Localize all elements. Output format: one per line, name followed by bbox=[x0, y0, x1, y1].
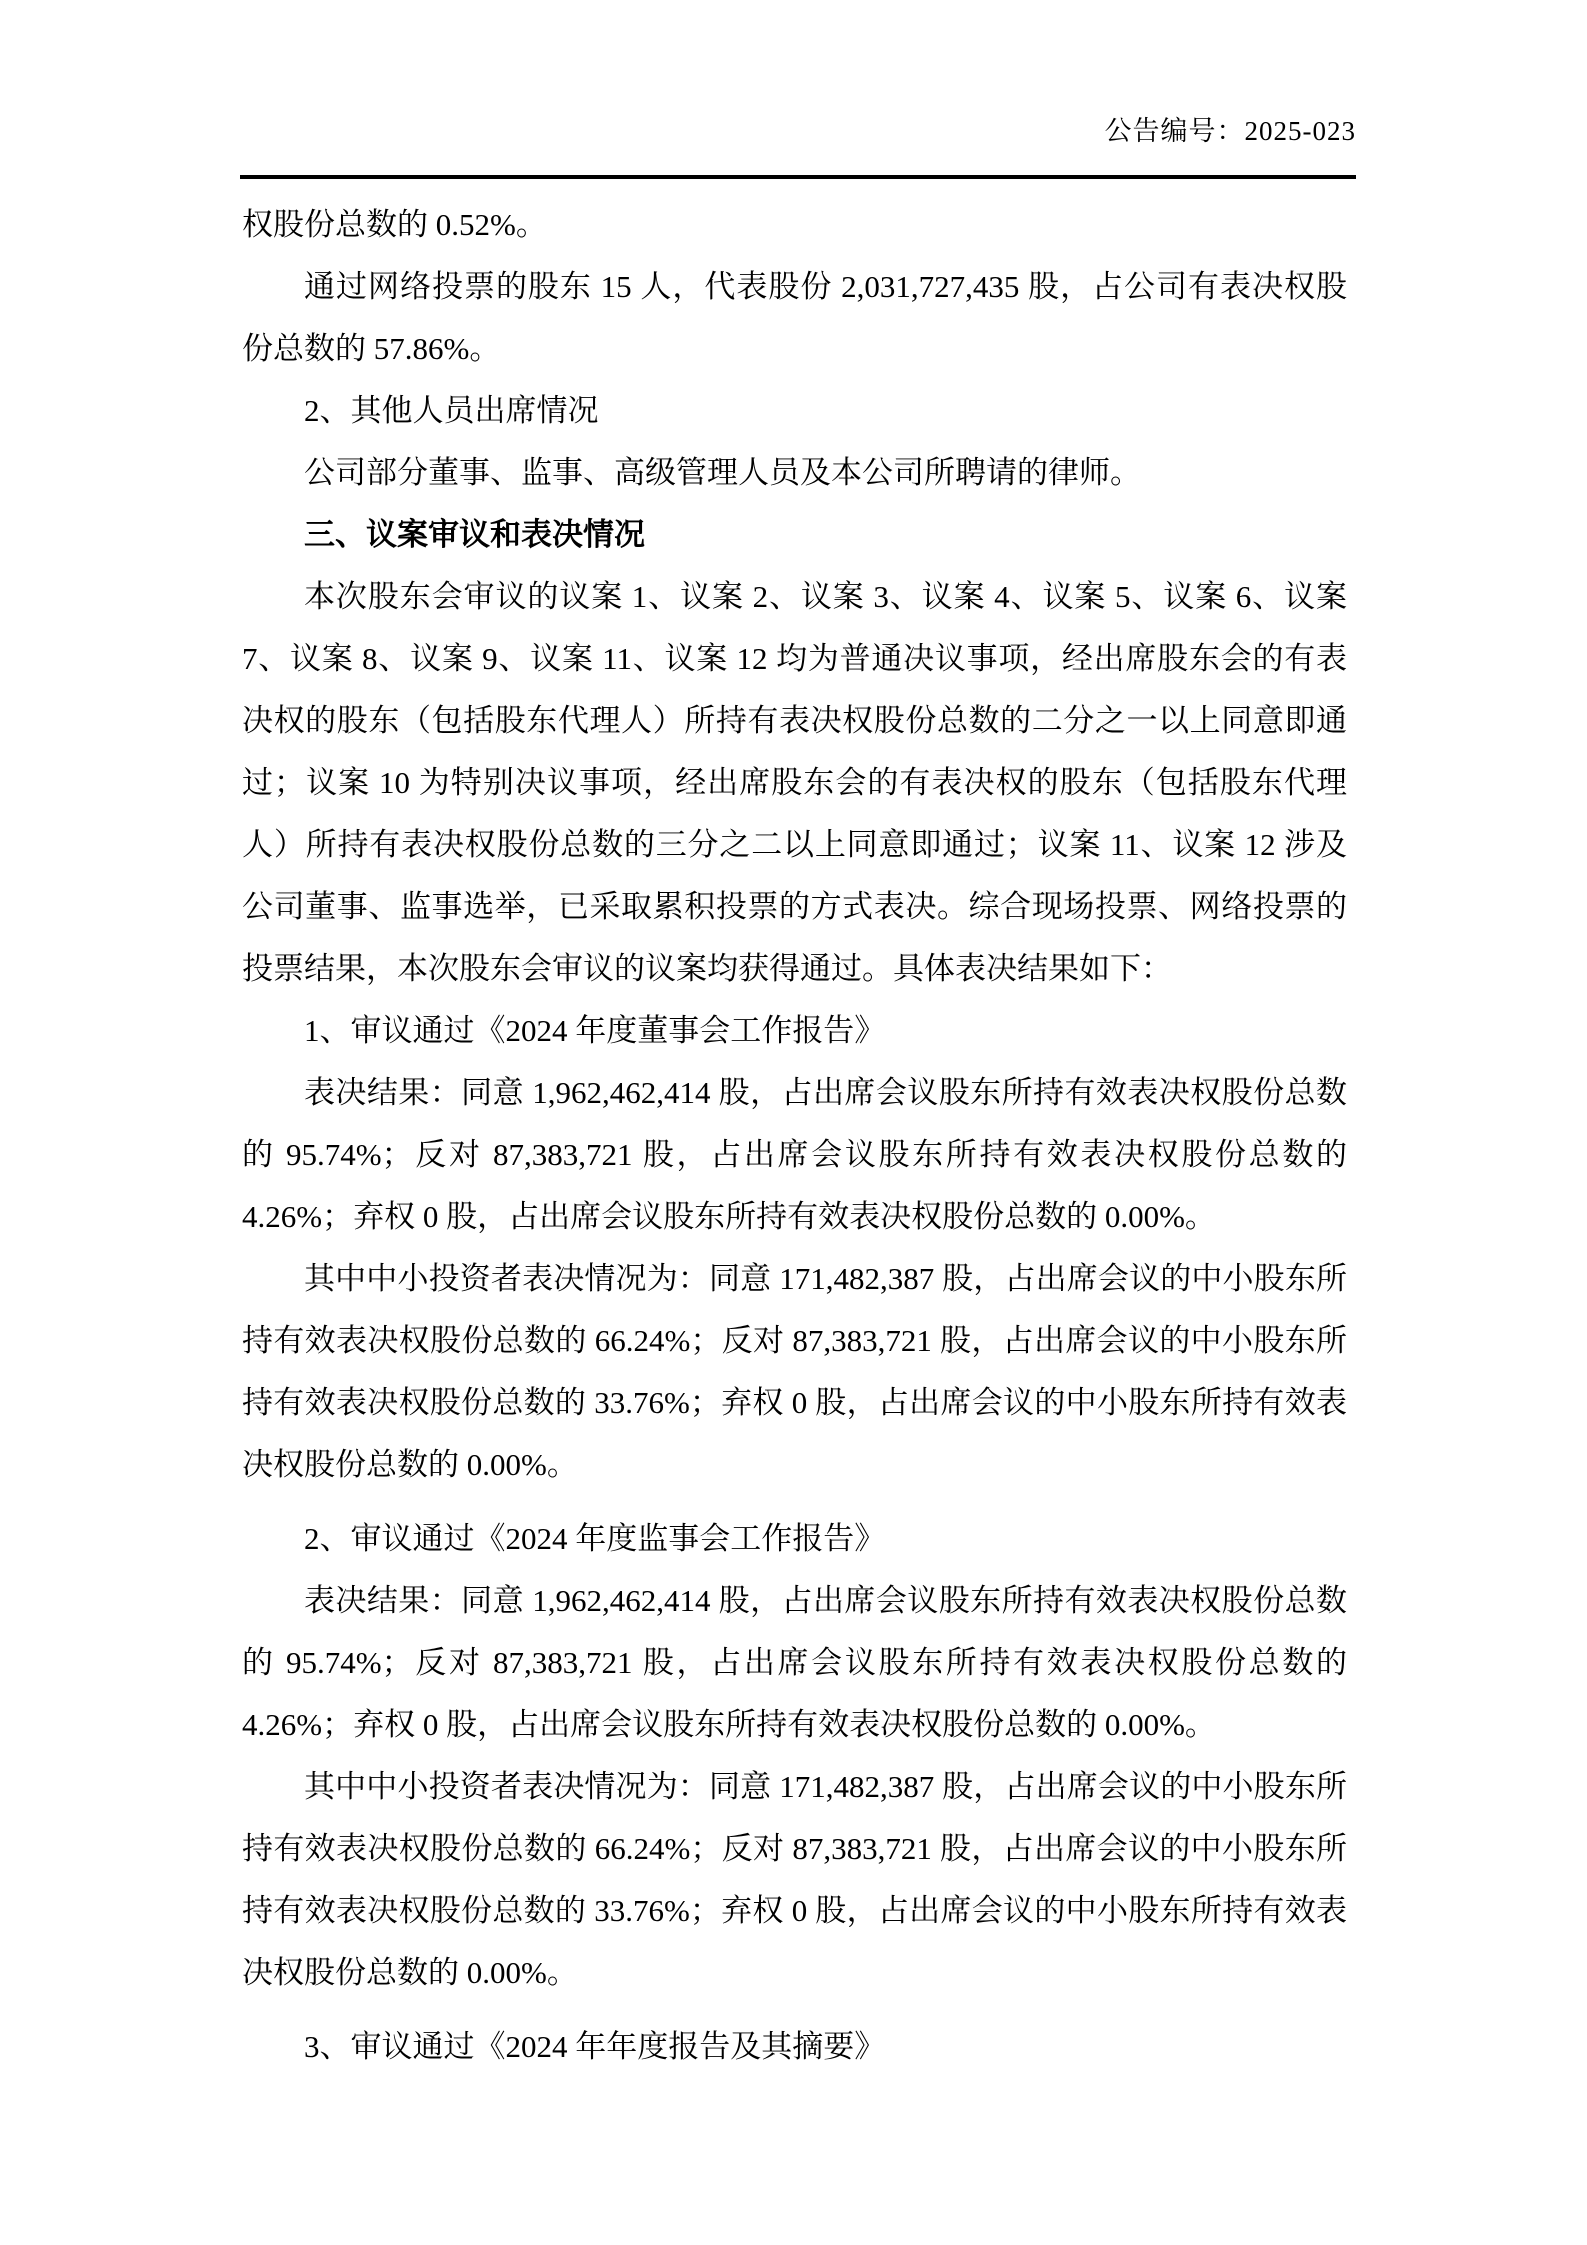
paragraph-item2-results: 表决结果：同意 1,962,462,414 股，占出席会议股东所持有效表决权股份总数的 95.74%；反对 87,383,721 股，占出席会议股东所持有效表决权股份总数的 4.26%；弃权 0 股，占出席会议股东所持有效表决权股份总数的 0.00%。 bbox=[242, 1583, 1347, 1742]
paragraph-proposals-overview: 本次股东会审议的议案 1、议案 2、议案 3、议案 4、议案 5、议案 6、议案 7、议案 8、议案 9、议案 11、议案 12 均为普通决议事项，经出席股东会的有表决权的股东（包括股东代理人）所持有表决权股份总数的二分之一以上同意即通过；议案 10 为特别决议事项，经出席股东会的有表决权的股东（包括股东代理人）所持有表决权股份总数的三分之二以上同意即通过；议案 11、议案 12 涉及公司董事、监事选举，已采取累积投票的方式表决。综合现场投票、网络投票的投票结果，本次股东会审议的议案均获得通过。具体表决结果如下： bbox=[242, 579, 1347, 986]
document-body bbox=[242, 194, 1347, 2078]
announcement-number: 公告编号：2025-023 bbox=[1104, 116, 1356, 146]
paragraph-item1-results: 表决结果：同意 1,962,462,414 股，占出席会议股东所持有效表决权股份总数的 95.74%；反对 87,383,721 股，占出席会议股东所持有效表决权股份总数的 4.26%；弃权 0 股，占出席会议股东所持有效表决权股份总数的 0.00%。 bbox=[242, 1075, 1347, 1234]
paragraph-item1-minority-results: 其中中小投资者表决情况为：同意 171,482,387 股，占出席会议的中小股东所持有效表决权股份总数的 66.24%；反对 87,383,721 股，占出席会议的中小股东所持有效表决权股份总数的 33.76%；弃权 0 股，占出席会议的中小股东所持有效表决权股份总数的 0.00%。 bbox=[242, 1261, 1347, 1482]
item-1-title: 1、审议通过《2024 年度董事会工作报告》 bbox=[304, 1013, 886, 1048]
paragraph-voting-rights-continuation: 权股份总数的 0.52%。 bbox=[242, 207, 547, 242]
section-heading-proposals: 三、议案审议和表决情况 bbox=[304, 517, 645, 552]
header-divider bbox=[240, 175, 1356, 179]
paragraph-item2-minority-results: 其中中小投资者表决情况为：同意 171,482,387 股，占出席会议的中小股东所持有效表决权股份总数的 66.24%；反对 87,383,721 股，占出席会议的中小股东所持有效表决权股份总数的 33.76%；弃权 0 股，占出席会议的中小股东所持有效表决权股份总数的 0.00%。 bbox=[242, 1769, 1347, 1990]
paragraph-online-voting: 通过网络投票的股东 15 人，代表股份 2,031,727,435 股，占公司有表决权股份总数的 57.86%。 bbox=[242, 269, 1347, 366]
item-3-title: 3、审议通过《2024 年年度报告及其摘要》 bbox=[304, 2029, 886, 2064]
item-other-attendees: 2、其他人员出席情况 bbox=[304, 393, 599, 428]
item-2-title: 2、审议通过《2024 年度监事会工作报告》 bbox=[304, 1521, 886, 1556]
paragraph-attendees-detail: 公司部分董事、监事、高级管理人员及本公司所聘请的律师。 bbox=[304, 455, 1141, 490]
